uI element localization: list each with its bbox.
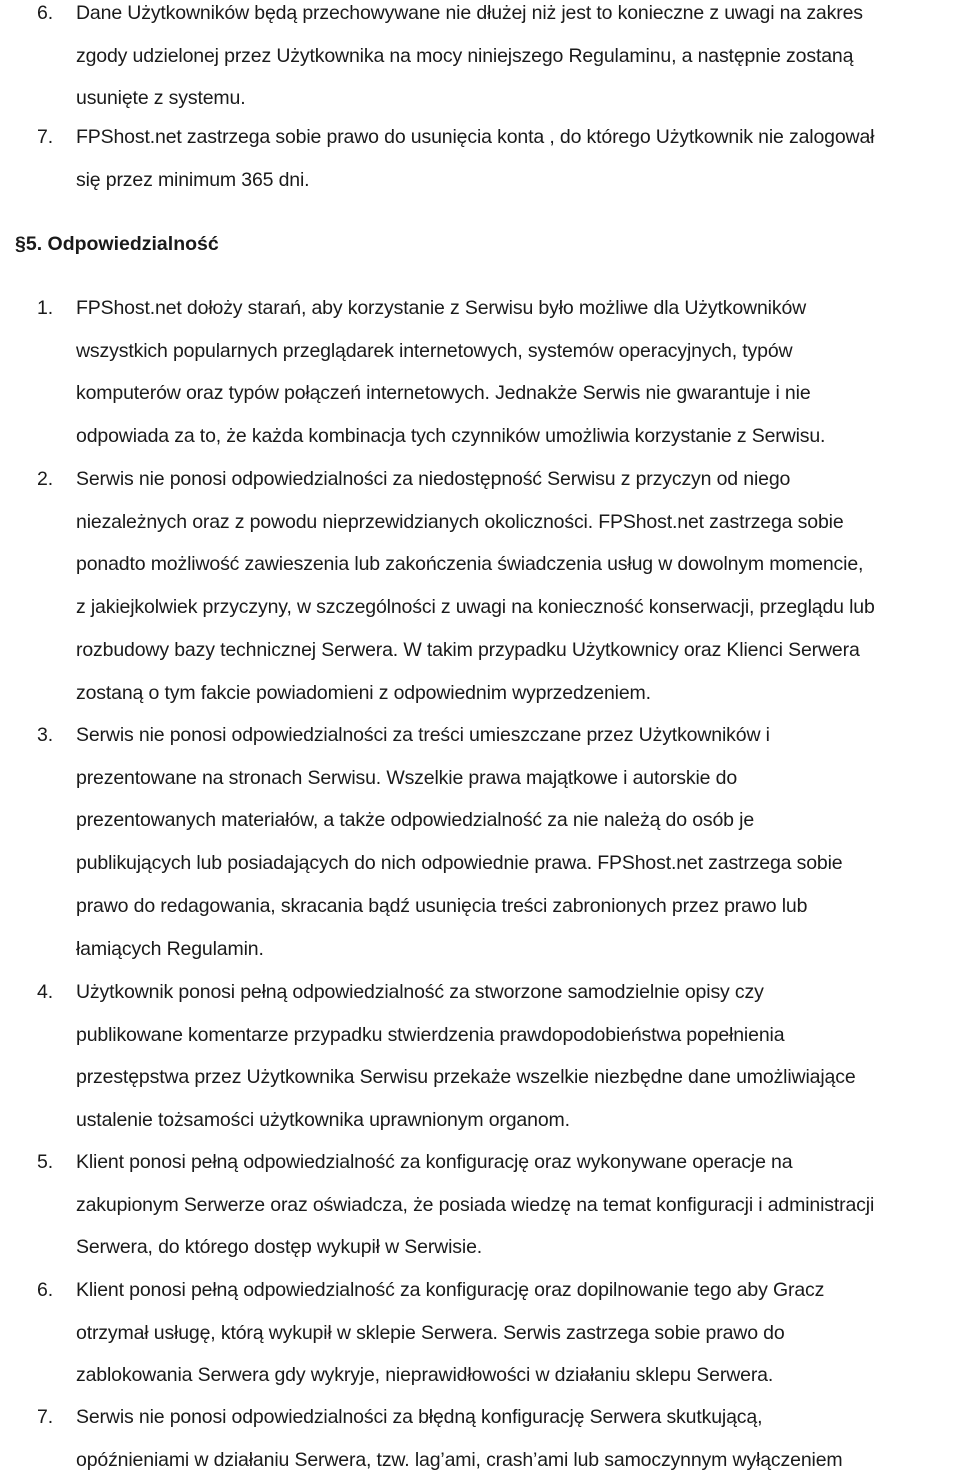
item-number: 7. [37,126,53,148]
text-line: otrzymał usługę, którą wykupił w sklepie Serwera. Serwis zastrzega sobie prawo do [76,1321,785,1344]
text-line: z jakiejkolwiek przyczyny, w szczególności z uwagi na konieczność konserwacji, przeglądu lub [76,596,875,619]
text-line: Serwis nie ponosi odpowiedzialności za niedostępność Serwisu z przyczyn od niego [76,468,791,490]
text-line: Dane Użytkowników będą przechowywane nie dłużej niż jest to konieczne z uwagi na zakres [76,2,863,24]
item-number: 2. [37,468,53,490]
text-line: komputerów oraz typów połączeń internetowych. Jednakże Serwis nie gwarantuje i nie [76,382,811,405]
text-line: FPShost.net zastrzega sobie prawo do usunięcia konta , do którego Użytkownik nie zalogował [76,126,875,148]
item-number: 4. [37,981,53,1003]
item-number: 6. [37,2,53,24]
text-line: Serwis nie ponosi odpowiedzialności za treści umieszczane przez Użytkowników i [76,724,770,746]
item-text [76,116,960,201]
item-text [76,287,960,458]
text-line: przestępstwa przez Użytkownika Serwisu przekaże wszelkie niezbędne dane umożliwiające [76,1066,856,1089]
text-line: ustalenie tożsamości użytkownika uprawnionym organom. [76,1109,570,1132]
item-text [76,971,960,1142]
text-line: Klient ponosi pełną odpowiedzialność za konfigurację oraz wykonywane operacje na [76,1151,793,1173]
item-text [76,714,960,970]
text-line: Serwis nie ponosi odpowiedzialności za błędną konfigurację Serwera skutkującą, [76,1406,763,1428]
section-heading: §5. Odpowiedzialność [15,233,219,255]
item-number: 5. [37,1151,53,1173]
text-line: zostaną o tym fakcie powiadomieni z odpowiednim wyprzedzeniem. [76,681,651,704]
text-line: niezależnych oraz z powodu nieprzewidzianych okoliczności. FPShost.net zastrzega sobie [76,510,844,533]
text-line: zablokowania Serwera gdy wykryje, nieprawidłowości w działaniu sklepu Serwera. [76,1364,774,1387]
text-line: zgody udzielonej przez Użytkownika na mocy niniejszego Regulaminu, a następnie zostaną [76,44,854,67]
text-line: Serwera, do którego dostęp wykupił w Serwisie. [76,1236,483,1259]
text-line: łamiących Regulamin. [76,937,264,960]
text-line: wszystkich popularnych przeglądarek internetowych, systemów operacyjnych, typów [76,339,793,362]
item-number: 6. [37,1279,53,1301]
item-number: 1. [37,297,53,319]
text-line: publikujących lub posiadających do nich odpowiednie prawa. FPShost.net zastrzega sobie [76,852,843,875]
item-text [76,1396,960,1481]
text-line: Klient ponosi pełną odpowiedzialność za konfigurację oraz dopilnowanie tego aby Gracz [76,1279,825,1301]
text-line: publikowane komentarze przypadku stwierdzenia prawdopodobieństwa popełnienia [76,1023,785,1046]
text-line: zakupionym Serwerze oraz oświadcza, że posiada wiedzę na temat konfiguracji i administracji [76,1193,875,1216]
text-line: prezentowanych materiałów, a także odpowiedzialność za nie należą do osób je [76,809,755,832]
item-text [76,458,960,714]
text-line: prezentowane na stronach Serwisu. Wszelkie prawa majątkowe i autorskie do [76,766,738,789]
item-text [76,1269,960,1397]
text-line: prawo do redagowania, skracania bądź usunięcia treści zabronionych przez prawo lub [76,894,808,917]
item-number: 3. [37,724,53,746]
text-line: usunięte z systemu. [76,87,246,110]
text-line: Użytkownik ponosi pełną odpowiedzialność za stworzone samodzielnie opisy czy [76,981,764,1003]
item-text [76,1141,960,1269]
item-text [76,0,960,120]
text-line: opóźnieniami w działaniu Serwera, tzw. lag’ami, crash’ami lub samoczynnym wyłączeniem [76,1448,843,1471]
text-line: się przez minimum 365 dni. [76,168,310,191]
item-number: 7. [37,1406,53,1428]
text-line: rozbudowy bazy technicznej Serwera. W takim przypadku Użytkownicy oraz Klienci Serwera [76,638,860,661]
text-line: odpowiada za to, że każda kombinacja tych czynników umożliwia korzystanie z Serwisu. [76,425,826,448]
text-line: ponadto możliwość zawieszenia lub zakończenia świadczenia usług w dowolnym momencie, [76,553,864,576]
text-line: FPShost.net dołoży starań, aby korzystanie z Serwisu było możliwe dla Użytkowników [76,297,807,319]
